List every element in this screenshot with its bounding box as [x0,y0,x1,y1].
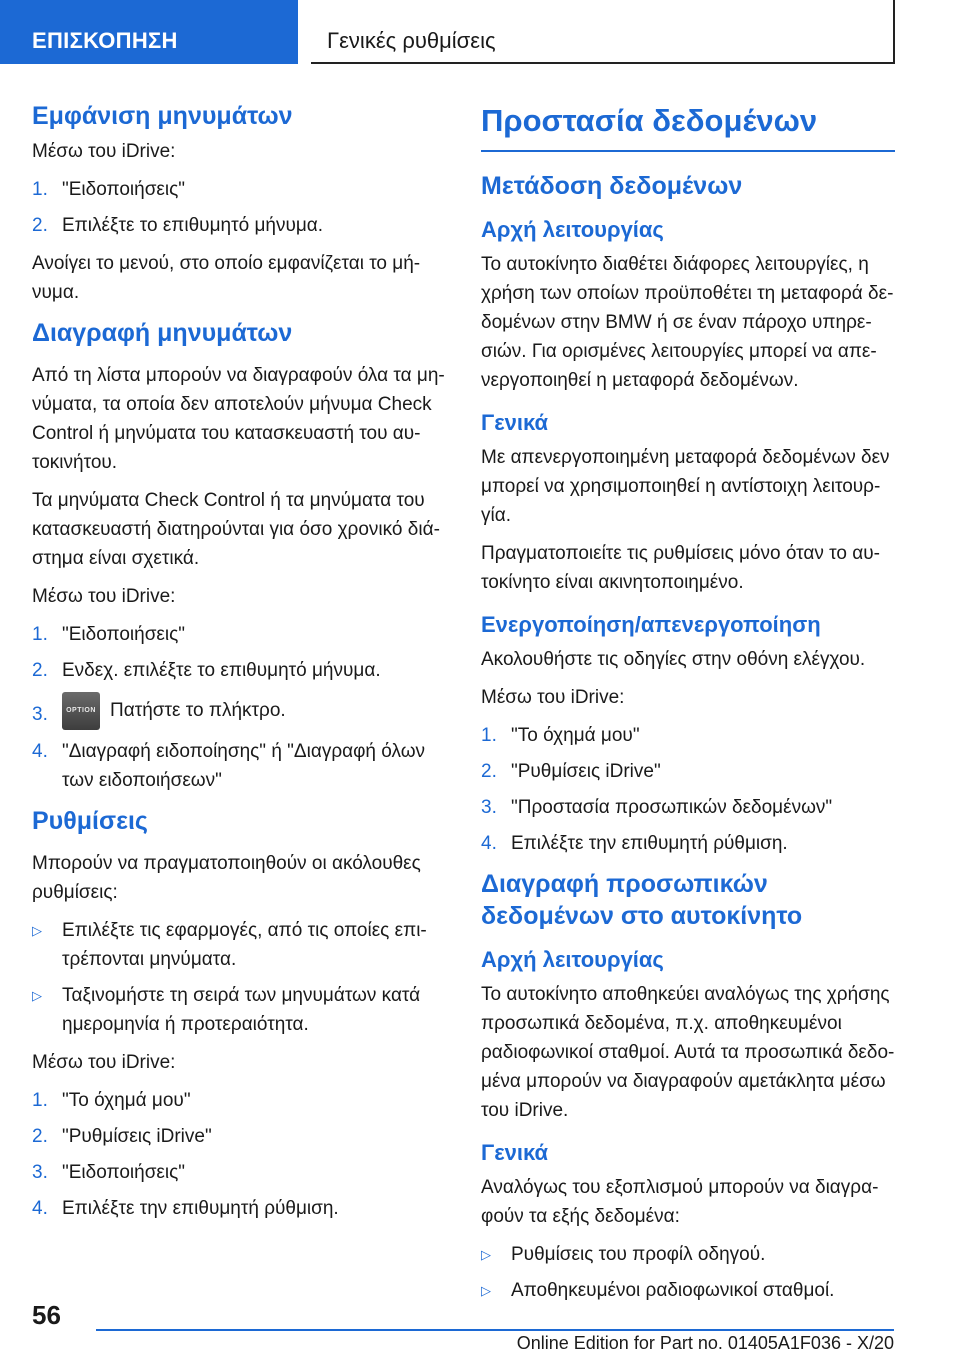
step-number: 4. [32,741,48,762]
heading-principle: Αρχή λειτουργίας [481,947,664,972]
list-item [481,1240,899,1269]
paragraph: Ακολουθήστε τις οδηγίες στην οθόνη ελέγχου. [481,649,866,670]
section-tab[interactable]: ΕΠΙΣΚΟΠΗΣΗ [0,0,298,64]
paragraph: Μέσω του iDrive: [32,1052,176,1073]
triangle-bullet-icon: ▷ [481,1283,491,1298]
paragraph: Με απενεργοποιημένη μεταφορά δεδομένων δεν μπορεί να χρησιμοποιηθεί η αντίστοιχη λειτουργία. [481,447,890,526]
footer-edition: Online Edition for Part no. 01405A1F036 - X/20 [516,1333,894,1353]
step-text: "Ειδοποιήσεις" [62,624,186,645]
step-number: 1. [32,179,48,200]
step-text: "Ειδοποιήσεις" [62,1162,186,1183]
list-item [32,1194,450,1223]
list-item [32,737,450,795]
step-text: "Ειδοποιήσεις" [62,179,186,200]
list-item [32,981,450,1039]
list-item [481,757,899,786]
option-button-icon: OPTION [62,692,100,730]
step-number: 1. [32,624,48,645]
list-item [32,1122,450,1151]
heading-principle: Αρχή λειτουργίας [481,217,664,242]
list-item [32,656,450,685]
step-text: Επιλέξτε το επιθυμητό μήνυμα. [62,215,324,236]
list-item [32,175,450,204]
step-text: "Ρυθμίσεις iDrive" [62,1126,212,1147]
general-bullets [481,1240,899,1305]
triangle-bullet-icon: ▷ [32,923,42,938]
list-item [481,829,899,858]
step-number: 3. [32,704,48,725]
step-number: 1. [481,725,497,746]
step-number: 2. [32,1126,48,1147]
heading-show-messages: Εμφάνιση μηνυμάτων [32,102,293,130]
heading-toggle: Ενεργοποίηση/απενεργοποίηση [481,612,821,637]
heading-general: Γενικά [481,1140,549,1165]
bullet-text: Αποθηκευμένοι ραδιοφωνικοί σταθμοί. [511,1280,835,1301]
step-text: Επιλέξτε την επιθυμητή ρύθμιση. [511,833,788,854]
list-item [32,1086,450,1115]
paragraph: Πραγματοποιείτε τις ρυθμίσεις μόνο όταν το αυτοκίνητο είναι ακινητοποιημένο. [481,543,880,593]
paragraph: Το αυτοκίνητο διαθέτει διάφορες λειτουργίες, η χρήση των οποίων προϋποθέτει τη μεταφορά δεδομένων στην BMW ή σε έναν πάροχο υπηρεσιών. Για ορισμένες λειτουργίες μπορεί να απενεργοποιηθεί η μεταφορά δεδομένων. [481,254,894,391]
bullet-text: Επιλέξτε τις εφαρμογές, από τις οποίες επιτρέπονται μηνύματα. [62,920,427,970]
step-text: "Το όχημά μου" [511,725,640,746]
step-number: 3. [481,797,497,818]
heading-data-protection: Προστασία δεδομένων [481,102,895,152]
heading-data-transfer: Μετάδοση δεδομένων [481,172,743,200]
bullet-text: Ταξινομήστε τη σειρά των μηνυμάτων κατά ημερομηνία ή προτεραιότητα. [62,985,421,1035]
chapter-tab[interactable]: Γενικές ρυθμίσεις [311,0,895,64]
paragraph: Μέσω του iDrive: [32,141,176,162]
bullet-text: Ρυθμίσεις του προφίλ οδηγού. [511,1244,766,1265]
step-text: Πατήστε το πλήκτρο. [110,700,286,722]
step-text: "Το όχημά μου" [62,1090,191,1111]
step-number: 2. [481,761,497,782]
paragraph: Το αυτοκίνητο αποθηκεύει αναλόγως της χρήσης προσωπικά δεδομένα, π.χ. αποθηκευμένοι ραδιοφωνικοί σταθμοί. Αυτά τα προσωπικά δεδομένα μπορούν να διαγραφούν αμετάκλητα μέσω του iDrive. [481,984,895,1121]
paragraph: Μέσω του iDrive: [481,687,625,708]
paragraph: Ανοίγει το μενού, στο οποίο εμφανίζεται το μήνυμα. [32,253,421,303]
settings-steps-list [32,1086,450,1223]
triangle-bullet-icon: ▷ [32,988,42,1003]
triangle-bullet-icon: ▷ [481,1247,491,1262]
step-text: "Ρυθμίσεις iDrive" [511,761,661,782]
list-item [32,620,450,649]
step-number: 2. [32,215,48,236]
step-text: "Διαγραφή ειδοποίησης" ή "Διαγραφή όλων των ειδοποιήσεων" [62,741,426,791]
heading-settings: Ρυθμίσεις [32,807,148,835]
heading-delete-personal-data: Διαγραφή προσωπικών δεδομένων στο αυτοκίνητο [481,870,803,930]
toggle-steps-list [481,721,899,858]
step-number: 4. [32,1198,48,1219]
step-text: "Προστασία προσωπικών δεδομένων" [511,797,833,818]
paragraph: Μέσω του iDrive: [32,586,176,607]
list-item [32,916,450,974]
list-item [481,1276,899,1305]
step-number: 4. [481,833,497,854]
list-item [32,1158,450,1187]
left-column [32,92,450,1232]
heading-delete-messages: Διαγραφή μηνυμάτων [32,319,293,347]
heading-general: Γενικά [481,410,549,435]
right-column [481,92,899,1314]
paragraph: Μπορούν να πραγματοποιηθούν οι ακόλουθες ρυθμίσεις: [32,853,421,903]
list-item [481,721,899,750]
show-steps-list [32,175,450,240]
settings-bullets [32,916,450,1039]
step-number: 2. [32,660,48,681]
paragraph: Αναλόγως του εξοπλισμού μπορούν να διαγραφούν τα εξής δεδομένα: [481,1177,879,1227]
step-number: 3. [32,1162,48,1183]
delete-steps-list [32,620,450,795]
list-item [481,793,899,822]
footer-divider [96,1329,894,1331]
paragraph: Από τη λίστα μπορούν να διαγραφούν όλα τα μηνύματα, τα οποία δεν αποτελούν μήνυμα Check Control ή μηνύματα του κατασκευαστή του αυτοκινήτου. [32,365,445,473]
list-item [32,211,450,240]
step-text: Επιλέξτε την επιθυμητή ρύθμιση. [62,1198,339,1219]
step-text: Ενδεχ. επιλέξτε το επιθυμητό μήνυμα. [62,660,381,681]
page-number: 56 [32,1300,61,1330]
paragraph: Τα μηνύματα Check Control ή τα μηνύματα του κατασκευαστή διατηρούνται για όσο χρονικό διάστημα είναι σχετικά. [32,490,440,569]
list-item [32,692,450,730]
step-number: 1. [32,1090,48,1111]
